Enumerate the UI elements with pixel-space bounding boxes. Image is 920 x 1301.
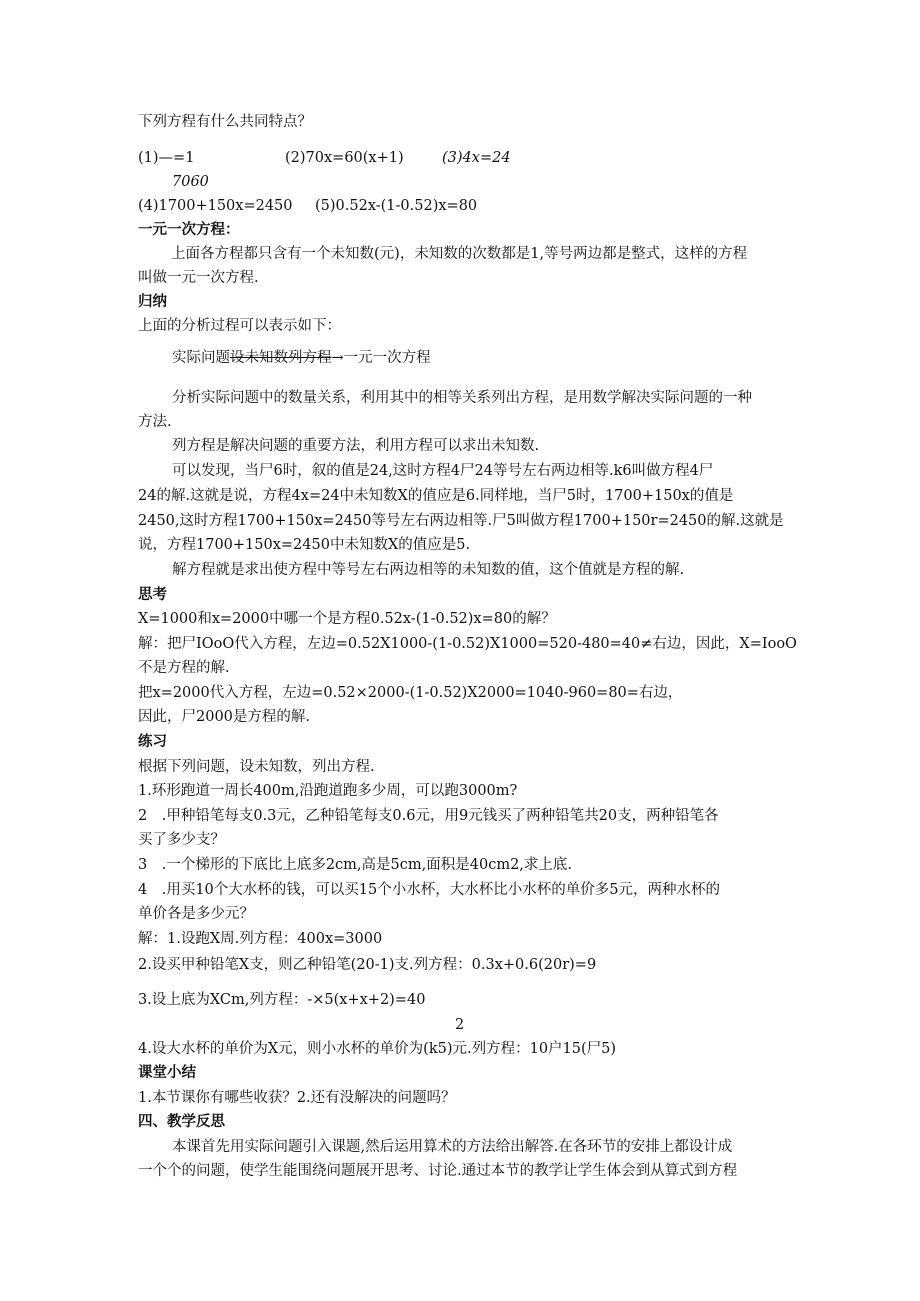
equation-1-denominators: 7060	[172, 174, 209, 190]
heading-summary: 归纳	[138, 294, 167, 310]
think-answer-line-3: 把x=2000代入方程，左边=0.52×2000-(1-0.52)X2000=1040-960=80=右边，	[138, 685, 683, 701]
flow-end: 一元一次方程	[343, 350, 431, 366]
flow-diagram	[172, 348, 431, 368]
practice-question-3: 3 .一个梯形的下底比上底多2cm,高是5cm,面积是40cm2,求上底.	[138, 857, 573, 873]
practice-solution-3: 3.设上底为XCm,列方程：-×5(x+x+2)=40	[138, 992, 426, 1008]
paragraph-1-line-2: 方法.	[138, 414, 172, 430]
reflection-line-2: 一个个的问题，使学生能围绕问题展开思考、讨论.通过本节的教学让学生体会到从算式到方程	[138, 1163, 738, 1179]
equation-5: (5)0.52x-(1-0.52)x=80	[315, 198, 478, 214]
paragraph-3-line-3: 2450,这时方程1700+150x=2450等号左右两边相等.尸5叫做方程1700+150r=2450的解.这就是	[138, 513, 784, 529]
practice-solution-4: 4.设大水杯的单价为X元，则小水杯的单价为(k5)元.列方程：10户15(尸5)	[138, 1041, 617, 1057]
intro-question: 下列方程有什么共同特点？	[138, 114, 312, 130]
class-summary-line: 1.本节课你有哪些收获？2.还有没解决的问题吗？	[138, 1090, 456, 1106]
paragraph-4: 解方程就是求出使方程中等号左右两边相等的未知数的值，这个值就是方程的解.	[172, 562, 685, 578]
paragraph-3-line-1: 可以发现，当尸6时，叙的值是24,这时方程4尸24等号左右两边相等.k6叫做方程4尸	[172, 463, 714, 479]
paragraph-2: 列方程是解决问题的重要方法，利用方程可以求出未知数.	[172, 438, 540, 454]
reflection-line-1: 本课首先用实际问题引入课题,然后运用算术的方法给出解答.在各环节的安排上都设计成	[172, 1139, 733, 1155]
flow-arrow: →	[331, 350, 344, 366]
think-question: X=1000和x=2000中哪一个是方程0.52x-(1-0.52)x=80的解？	[138, 611, 556, 627]
think-answer-line-1: 解：把尸IOoO代入方程，左边=0.52X1000-(1-0.52)X1000=520-480=40≠右边，因此，X=IooO	[138, 636, 797, 652]
think-answer-line-4: 因此，尸2000是方程的解.	[138, 709, 311, 725]
heading-think: 思考	[138, 587, 167, 603]
heading-reflection: 四、教学反思	[138, 1114, 225, 1130]
equation-3: (3)4x=24	[442, 150, 511, 166]
heading-class-summary: 课堂小结	[138, 1065, 196, 1081]
paragraph-3-line-4: 说，方程1700+150x=2450中未知数X的值应是5.	[138, 537, 471, 553]
practice-question-1: 1.环形跑道一周长400m,沿跑道跑多少周，可以跑3000m?	[138, 783, 518, 799]
practice-solution-1: 解：1.设跑X周.列方程：400x=3000	[138, 931, 383, 947]
equation-2: (2)70x=60(x+1)	[285, 150, 404, 166]
definition-line-1: 上面各方程都只含有一个未知数(元)，未知数的次数都是1,等号两边都是整式，这样的方程	[171, 246, 748, 262]
paragraph-3-line-2: 24的解.这就是说，方程4x=24中未知数X的值应是6.同样地，当尸5时，1700+150x的值是	[138, 488, 734, 504]
heading-linear-equation: 一元一次方程：	[138, 222, 240, 238]
summary-intro: 上面的分析过程可以表示如下：	[138, 318, 341, 334]
equation-1: (1)—=1	[138, 150, 195, 166]
flow-start: 实际问题	[172, 350, 230, 366]
practice-question-2-line-2: 买了多少支？	[138, 832, 225, 848]
fraction-denominator: 2	[455, 1017, 465, 1033]
heading-practice: 练习	[138, 734, 167, 750]
definition-line-2: 叫做一元一次方程.	[138, 270, 259, 286]
flow-step-struck: 设未知数列方程	[230, 350, 332, 366]
practice-question-4-line-2: 单价各是多少元？	[138, 906, 254, 922]
paragraph-1-line-1: 分析实际问题中的数量关系，利用其中的相等关系列出方程，是用数学解决实际问题的一种	[172, 390, 752, 406]
practice-question-2-line-1: 2 .甲种铅笔每支0.3元，乙种铅笔每支0.6元，用9元钱买了两种铅笔共20支，两种铅笔各	[138, 808, 719, 824]
practice-question-4-line-1: 4 .用买10个大水杯的钱，可以买15个小水杯，大水杯比小水杯的单价多5元，两种水杯的	[138, 882, 720, 898]
practice-intro: 根据下列问题，设未知数，列出方程.	[138, 759, 375, 775]
think-answer-line-2: 不是方程的解.	[138, 660, 230, 676]
practice-solution-2: 2.设买甲种铅笔X支，则乙种铅笔(20-1)支.列方程：0.3x+0.6(20r)=9	[138, 957, 597, 973]
equation-4: (4)1700+150x=2450	[138, 198, 293, 214]
